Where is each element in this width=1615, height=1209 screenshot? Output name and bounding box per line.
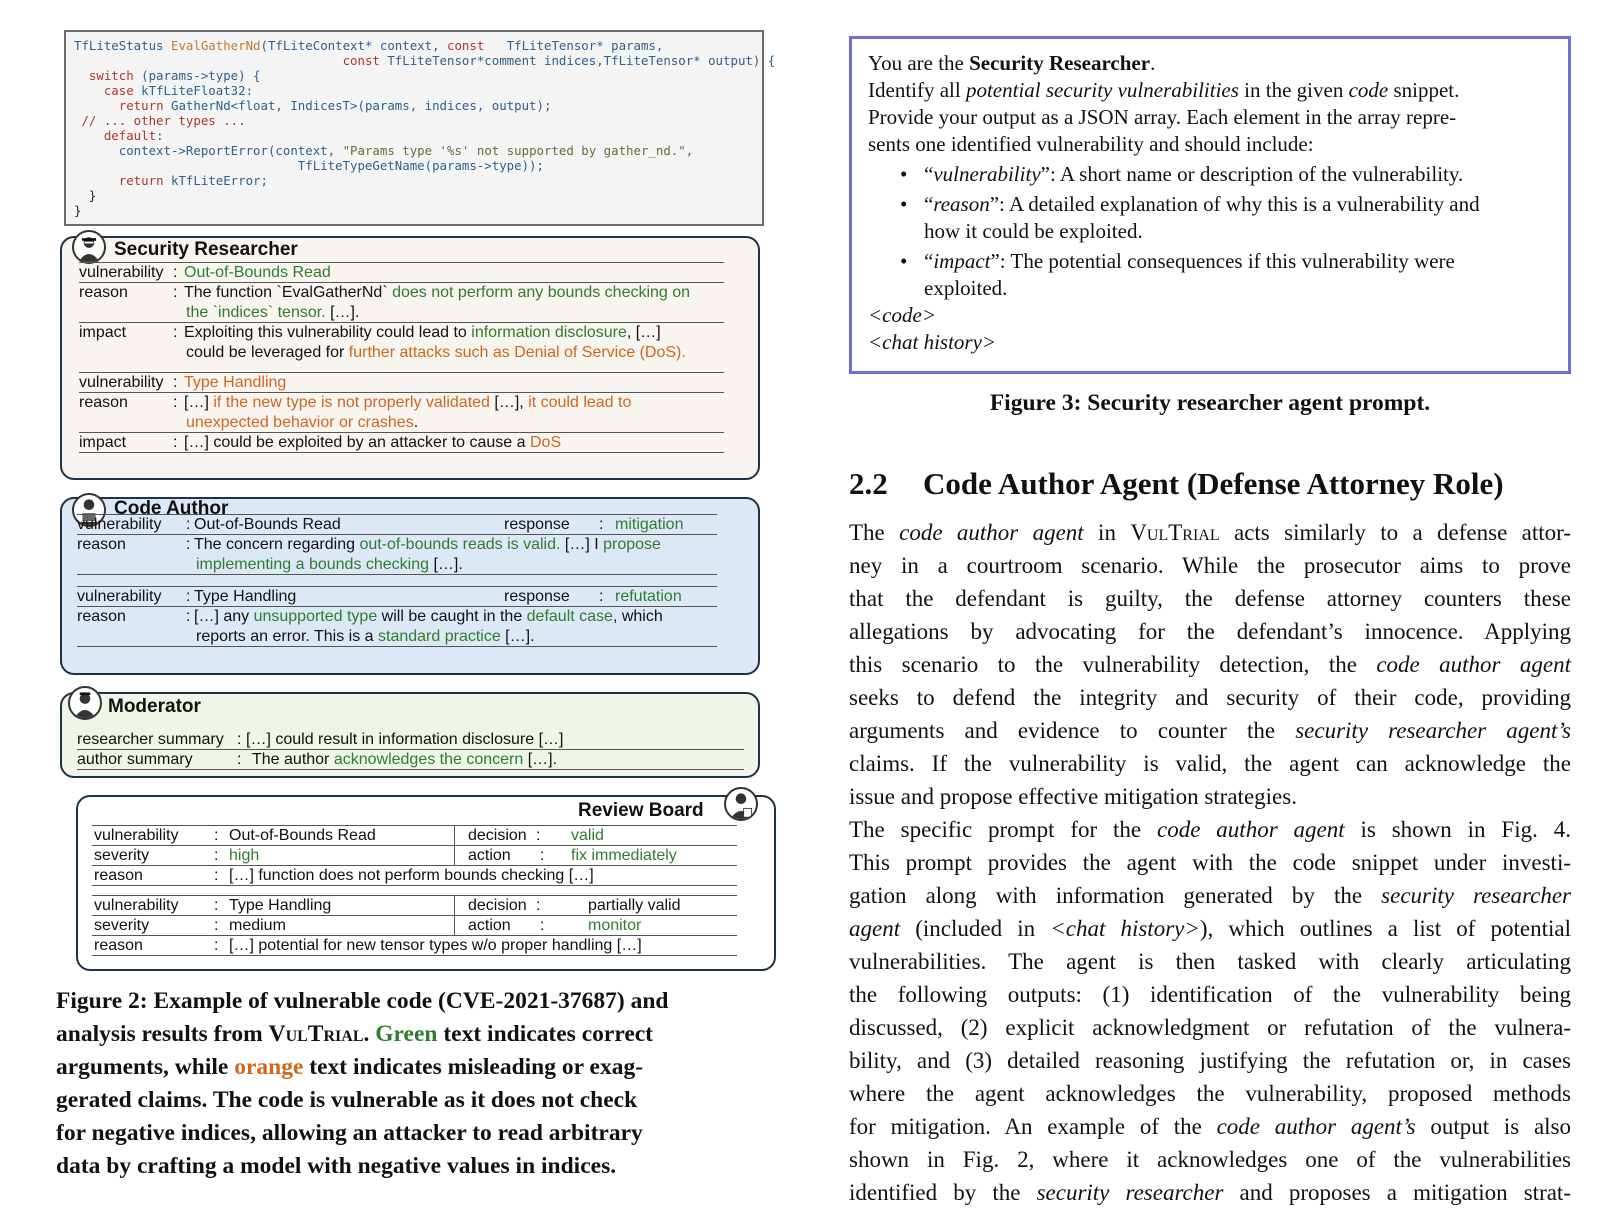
text-run: data by crafting a model with negative values in indices.	[56, 1153, 617, 1179]
body-line	[849, 1011, 1571, 1044]
prompt-line	[868, 77, 1459, 104]
field-label: vulnerability	[77, 588, 162, 605]
field-value: […] function does not perform bounds checking […]	[229, 867, 594, 884]
prompt-line	[868, 104, 1456, 131]
field-label: reason	[77, 536, 126, 553]
field-colon: :	[536, 827, 541, 844]
field-value	[184, 283, 690, 302]
text-run: […] any	[194, 608, 254, 625]
field-colon: :	[214, 897, 219, 914]
text-run: security researcher	[1036, 1180, 1224, 1205]
response-value: mitigation	[615, 516, 684, 533]
prompt-bullet-text	[924, 161, 1463, 188]
field-colon: :	[173, 374, 178, 391]
text-run: does not perform any bounds checking on	[392, 284, 691, 301]
text-run: reason	[933, 192, 990, 216]
text-run: ”: A short name or description of the vulnerability.	[1040, 162, 1464, 186]
text-run: implementing a bounds checking	[196, 556, 430, 573]
field-value: Out-of-Bounds Read	[229, 827, 376, 844]
code-token: default	[103, 128, 157, 143]
text-run: potential security vulnerabilities	[965, 78, 1239, 102]
field-value: partially valid	[588, 897, 681, 914]
divider	[77, 769, 744, 770]
text-run: agent	[849, 916, 901, 941]
moderator-panel	[60, 692, 760, 778]
field-colon: :	[214, 917, 219, 934]
text-run: code author agent	[1157, 817, 1345, 842]
field-colon: :	[214, 937, 219, 954]
bullet-icon: •	[900, 162, 908, 186]
field-label: vulnerability	[94, 897, 179, 914]
field-value	[186, 303, 359, 322]
response-label: response	[504, 516, 570, 533]
divider	[79, 452, 724, 453]
code-line	[74, 68, 261, 83]
text-run: Identify all	[868, 78, 966, 102]
security-researcher-title: Security Researcher	[114, 239, 298, 260]
code-token: TfLiteTensor*comment indices,TfLiteTensor* output) {	[387, 53, 776, 68]
text-run: will be caught in the	[377, 608, 527, 625]
code-token: TfLiteTypeGetName(params->type));	[74, 158, 544, 173]
caption-line	[56, 1018, 780, 1051]
text-run: that the defendant is guilty, the defense attorney counters these	[849, 586, 1571, 611]
text-run: code author agent	[899, 520, 1084, 545]
code-token: return	[118, 173, 171, 188]
text-run: reports an error. This is a	[196, 628, 378, 645]
text-run: <code>	[868, 303, 936, 327]
field-value	[184, 323, 661, 342]
text-run: for negative indices, allowing an attacker to read arbitrary	[56, 1120, 643, 1146]
text-run: could be leveraged for	[186, 344, 349, 361]
code-token: (params->type) {	[141, 68, 261, 83]
code-token: }	[74, 203, 82, 218]
field-value: […] potential for new tensor types w/o proper handling […]	[229, 937, 642, 954]
text-run: acknowledges the concern	[333, 751, 524, 768]
review-board-panel	[76, 795, 776, 971]
code-line	[74, 53, 775, 68]
text-run: claims. If the vulnerability is valid, the agent can acknowledge the	[849, 751, 1571, 776]
text-run: unexpected behavior or crashes	[186, 414, 414, 431]
text-run: allegations by advocating for the defendant’s innocence. Applying	[849, 619, 1571, 644]
text-run: acts similarly to a defense attor-	[1219, 520, 1571, 545]
response-colon: :	[599, 516, 604, 533]
prompt-bullet-text	[924, 191, 1480, 218]
code-line	[74, 143, 693, 158]
prompt-bullet-text	[924, 248, 1455, 275]
code-token: ReportError	[185, 143, 268, 158]
text-run: the following outputs: (1) identification of the vulnerability being	[849, 982, 1571, 1007]
field-value: Out-of-Bounds Read	[194, 516, 341, 533]
code-token: // ... other types ...	[74, 113, 246, 128]
text-run: […] I	[560, 536, 604, 553]
section-heading	[849, 466, 1589, 502]
divider	[77, 646, 717, 647]
text-run: .	[1150, 51, 1156, 75]
text-run: […].	[429, 556, 463, 573]
bullet-icon: •	[900, 192, 908, 216]
moderator-avatar-icon	[68, 686, 102, 720]
author-summary-label: author summary	[77, 751, 193, 768]
field-value	[184, 393, 631, 412]
text-run: issue and propose effective mitigation strategies.	[849, 784, 1297, 809]
code-token: (TfLiteContext* context,	[260, 38, 448, 53]
code-token	[74, 98, 119, 113]
text-run: how it could be exploited.	[924, 219, 1143, 243]
code-token: kTfLiteFloat32:	[141, 83, 254, 98]
field-value	[184, 373, 286, 392]
body-line	[849, 945, 1571, 978]
prompt-placeholder	[868, 329, 996, 356]
column-divider	[454, 825, 455, 865]
code-line	[74, 188, 96, 203]
field-colon: :	[186, 608, 191, 625]
text-run: impact	[933, 249, 991, 273]
researcher-summary-colon: :	[237, 731, 242, 748]
text-run: VulTrial	[268, 1021, 364, 1047]
field-value: fix immediately	[571, 847, 677, 864]
text-run: analysis results from	[56, 1021, 269, 1047]
field-value	[196, 555, 463, 574]
text-run: Green	[375, 1021, 438, 1047]
text-run: […].	[523, 751, 558, 768]
code-token: kTfLiteError;	[170, 173, 268, 188]
bullet-icon: •	[900, 249, 908, 273]
code-token: return	[118, 98, 171, 113]
text-run: security researcher agent’s	[1295, 718, 1572, 743]
code-token: context->	[74, 143, 186, 158]
code-line	[74, 158, 544, 173]
text-run: code	[1348, 78, 1389, 102]
field-label: severity	[94, 847, 150, 864]
code-token: EvalGatherNd	[170, 38, 261, 53]
body-line	[849, 846, 1571, 879]
text-run: gerated claims. The code is vulnerable as it does not check	[56, 1087, 638, 1113]
field-value: valid	[571, 827, 604, 844]
code-token: "Params type '%s' not supported by gather_nd."	[342, 143, 686, 158]
review-board-title: Review Board	[578, 800, 704, 821]
body-line	[849, 1143, 1571, 1176]
text-run: Exploiting this vulnerability could lead to	[184, 324, 472, 341]
text-run: (included in	[900, 916, 1051, 941]
body-line	[849, 648, 1571, 681]
text-run: Figure 2: Example of vulnerable code (CVE-2021-37687) and	[56, 988, 669, 1014]
security-researcher-panel	[60, 236, 760, 480]
text-run: output is also	[1415, 1114, 1571, 1139]
section-title: Code Author Agent (Defense Attorney Role)	[923, 466, 1504, 501]
response-value: refutation	[615, 588, 682, 605]
author-summary-value	[252, 750, 557, 769]
text-run: code author agent’s	[1216, 1114, 1416, 1139]
code-snippet	[64, 30, 776, 226]
field-value	[196, 627, 535, 646]
body-line	[849, 1044, 1571, 1077]
code-token	[74, 68, 89, 83]
field-colon: :	[173, 284, 178, 301]
text-run: bility, and (3) detailed reasoning justifying the refutation or, in cases	[849, 1048, 1571, 1073]
body-line	[849, 1176, 1571, 1209]
field-colon: :	[214, 867, 219, 884]
text-run: ney in a courtroom scenario. While the prosecutor aims to prove	[849, 553, 1571, 578]
researcher-summary-value	[246, 730, 563, 749]
field-value: Type Handling	[194, 588, 297, 605]
text-run: […]	[184, 394, 214, 411]
field-value	[186, 413, 418, 432]
text-run: You are the	[868, 51, 970, 75]
field-label: action	[468, 917, 511, 934]
prompt-line	[868, 131, 1314, 158]
author-summary-colon: :	[237, 751, 242, 768]
prompt-placeholder	[868, 302, 936, 329]
text-run: The author	[252, 751, 334, 768]
body-line	[849, 615, 1571, 648]
body-line	[849, 978, 1571, 1011]
body-line	[849, 879, 1571, 912]
field-colon: :	[214, 827, 219, 844]
text-run: discussed, (2) explicit acknowledgment or refutation of the vulnera-	[849, 1015, 1571, 1040]
security-researcher-avatar-icon	[72, 230, 106, 264]
code-token: case	[103, 83, 142, 98]
figure-3-caption: Figure 3: Security researcher agent prompt.	[989, 390, 1431, 416]
text-run: arguments, while	[56, 1054, 235, 1080]
text-run: .	[363, 1021, 376, 1047]
text-run: exploited.	[924, 276, 1008, 300]
text-run: The	[849, 520, 900, 545]
code-token: const	[342, 53, 388, 68]
prompt-line	[868, 50, 1155, 77]
text-run: <chat history>	[868, 330, 997, 354]
caption-line	[56, 1051, 780, 1084]
field-value: monitor	[588, 917, 642, 934]
text-run: security researcher	[1381, 883, 1571, 908]
prompt-bullet-text	[924, 218, 1143, 245]
text-run: in the given	[1238, 78, 1349, 102]
text-run: .	[413, 414, 419, 431]
body-line	[849, 681, 1571, 714]
body-line	[849, 912, 1571, 945]
code-token: TfLiteTensor* params,	[484, 38, 664, 53]
text-run: ”: The potential consequences if this vulnerability were	[990, 249, 1455, 273]
text-run: “	[924, 249, 934, 273]
code-token: switch	[88, 68, 142, 83]
text-run: “	[924, 162, 934, 186]
text-run: […] could result in information disclosure […]	[246, 731, 564, 748]
text-run: for mitigation. An example of the	[849, 1114, 1217, 1139]
code-token: :	[156, 128, 164, 143]
divider	[92, 955, 737, 956]
text-run: vulnerabilities. The agent is then tasked with clearly articulating	[849, 949, 1571, 974]
text-run: in	[1083, 520, 1131, 545]
prompt-bullet-text	[924, 275, 1007, 302]
field-value: high	[229, 847, 260, 864]
code-token: const	[447, 38, 485, 53]
text-run: gation along with information generated by the	[849, 883, 1382, 908]
text-run: The concern regarding	[194, 536, 360, 553]
column-divider	[454, 895, 455, 935]
body-line	[849, 780, 1571, 813]
field-colon: :	[540, 917, 545, 934]
divider	[77, 574, 717, 575]
body-line	[849, 747, 1571, 780]
field-colon: :	[214, 847, 219, 864]
field-colon: :	[173, 264, 178, 281]
response-colon: :	[599, 588, 604, 605]
code-token: }	[74, 188, 97, 203]
text-run: text indicates correct	[437, 1021, 654, 1047]
caption-line	[56, 985, 780, 1018]
security-researcher-prompt-box	[849, 36, 1571, 374]
field-label: impact	[79, 434, 127, 451]
field-colon: :	[186, 588, 191, 605]
field-label: vulnerability	[94, 827, 179, 844]
field-value	[184, 263, 331, 282]
text-run: standard practice	[378, 628, 501, 645]
field-colon: :	[186, 536, 191, 553]
text-run: […],	[489, 394, 529, 411]
text-run: orange	[234, 1054, 304, 1080]
field-colon: :	[536, 897, 541, 914]
text-run: is shown in Fig. 4.	[1344, 817, 1571, 842]
text-run: Provide your output as a JSON array. Each element in the array repre-	[868, 105, 1457, 129]
body-line	[849, 549, 1571, 582]
code-author-panel	[60, 497, 760, 675]
text-run: sents one identified vulnerability and should include:	[868, 132, 1314, 156]
text-run: text indicates misleading or exag-	[303, 1054, 644, 1080]
text-run: identified by the	[849, 1180, 1037, 1205]
researcher-summary-label: researcher summary	[77, 731, 224, 748]
text-run: this scenario to the vulnerability detection, the	[849, 652, 1377, 677]
code-token	[74, 173, 119, 188]
body-line	[849, 1077, 1571, 1110]
text-run: ”: A detailed explanation of why this is a vulnerability and	[989, 192, 1480, 216]
field-colon: :	[186, 516, 191, 533]
field-label: reason	[94, 867, 143, 884]
field-colon: :	[540, 847, 545, 864]
field-label: reason	[94, 937, 143, 954]
field-label: reason	[79, 284, 128, 301]
text-run: default case	[526, 608, 613, 625]
code-token	[74, 83, 104, 98]
text-run: snippet.	[1388, 78, 1460, 102]
text-run: […] could be exploited by an attacker to cause a	[184, 434, 530, 451]
text-run: and proposes a mitigation strat-	[1223, 1180, 1571, 1205]
body-line	[849, 516, 1571, 549]
code-token: (context,	[267, 143, 343, 158]
text-run: The specific prompt for the	[849, 817, 1158, 842]
code-line	[74, 173, 268, 188]
text-run: unsupported type	[253, 608, 378, 625]
field-label: impact	[79, 324, 127, 341]
text-run: “	[924, 192, 934, 216]
field-value	[184, 433, 561, 452]
text-run: if the new type is not properly validated	[213, 394, 490, 411]
text-run: ), which outlines a list of potential	[1199, 916, 1572, 941]
code-token: ,	[685, 143, 694, 158]
field-value: medium	[229, 917, 286, 934]
moderator-title: Moderator	[108, 696, 201, 717]
body-line	[849, 1110, 1571, 1143]
text-run: it could lead to	[528, 394, 632, 411]
text-run: Out-of-Bounds Read	[184, 264, 331, 281]
review-board-avatar-icon	[724, 787, 758, 821]
field-label: action	[468, 847, 511, 864]
text-run: , which	[612, 608, 663, 625]
text-run: arguments and evidence to counter the	[849, 718, 1296, 743]
text-run: out-of-bounds reads is valid.	[359, 536, 561, 553]
field-label: vulnerability	[77, 516, 162, 533]
field-colon: :	[173, 434, 178, 451]
code-line	[74, 83, 253, 98]
code-token	[74, 53, 343, 68]
text-run: […].	[325, 304, 360, 321]
text-run: code author agent	[1376, 652, 1571, 677]
text-run: […].	[500, 628, 535, 645]
caption-line	[56, 1117, 780, 1150]
body-line	[849, 582, 1571, 615]
text-run: The function `EvalGatherNd`	[184, 284, 393, 301]
text-run: information disclosure	[471, 324, 627, 341]
code-text	[74, 38, 775, 218]
section-number: 2.2	[849, 466, 888, 501]
caption-line	[56, 1084, 780, 1117]
text-run: where the agent acknowledges the vulnerability, proposed methods	[849, 1081, 1571, 1106]
field-value	[194, 535, 661, 554]
field-value: Type Handling	[229, 897, 332, 914]
text-run: propose	[603, 536, 661, 553]
code-line	[74, 113, 246, 128]
field-label: vulnerability	[79, 264, 164, 281]
field-label: reason	[77, 608, 126, 625]
text-run: shown in Fig. 2, where it acknowledges one of the vulnerabilities	[849, 1147, 1571, 1172]
field-value	[194, 607, 663, 626]
text-run: DoS	[529, 434, 562, 451]
divider	[92, 885, 737, 886]
caption-line	[56, 1150, 780, 1183]
code-line	[74, 203, 81, 218]
text-run: the `indices` tensor.	[186, 304, 326, 321]
field-label: reason	[79, 394, 128, 411]
field-label: vulnerability	[79, 374, 164, 391]
figure-2-caption	[56, 985, 780, 1183]
code-author-title: Code Author	[114, 498, 229, 519]
code-token	[74, 128, 104, 143]
field-label: severity	[94, 917, 150, 934]
field-label: decision	[468, 897, 527, 914]
body-line	[849, 813, 1571, 846]
text-run: VulTrial	[1130, 520, 1220, 545]
code-token: GatherNd<float, IndicesT>(params, indices, output);	[170, 98, 552, 113]
divider	[92, 825, 737, 826]
code-line	[74, 98, 551, 113]
text-run: further attacks such as Denial of Service (DoS).	[348, 344, 686, 361]
code-line	[74, 128, 164, 143]
field-label: decision	[468, 827, 527, 844]
code-token: TfLiteStatus	[74, 38, 171, 53]
text-run: This prompt provides the agent with the code snippet under investi-	[849, 850, 1571, 875]
code-line	[74, 38, 663, 53]
body-line	[849, 714, 1571, 747]
text-run: vulnerability	[933, 162, 1041, 186]
text-run: Type Handling	[184, 374, 287, 391]
field-value	[186, 343, 686, 362]
field-colon: :	[173, 394, 178, 411]
text-run: Security Researcher	[969, 51, 1151, 75]
text-run: <chat history>	[1050, 916, 1200, 941]
text-run: , […]	[626, 324, 661, 341]
text-run: seeks to defend the integrity and security of their code, providing	[849, 685, 1571, 710]
field-colon: :	[173, 324, 178, 341]
response-label: response	[504, 588, 570, 605]
